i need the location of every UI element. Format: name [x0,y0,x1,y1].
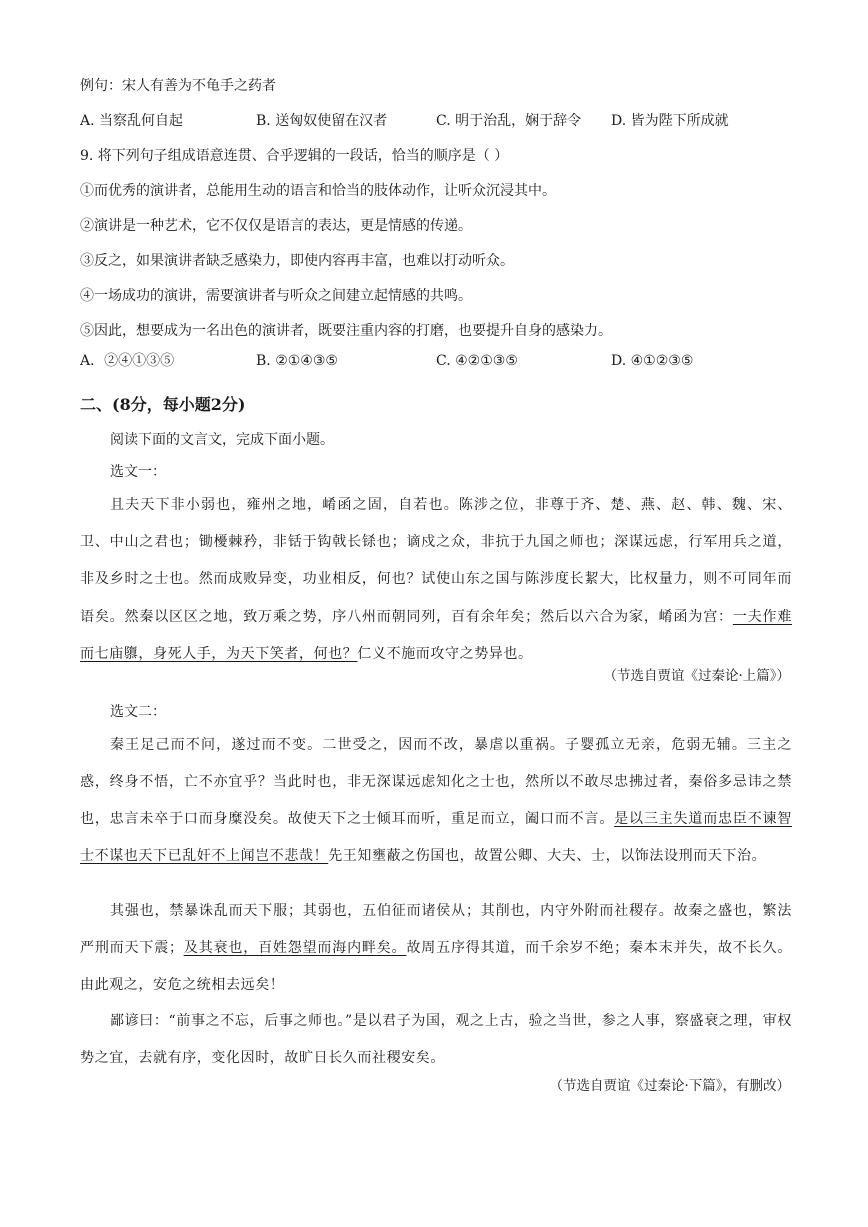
example-sentence: 例句：宋人有善为不龟手之药者 [80,78,276,94]
text-1-underlined-sentence: 一夫作难而七庙隳，身死人手，为天下笑者，何也？ [80,608,792,662]
text-1-body: 且夫天下非小弱也，雍州之地，崤函之固，自若也。陈涉之位，非尊于齐、楚、燕、赵、韩、魏、宋、卫、中山之君也；锄櫌棘矜，非铦于钩戟长铩也；谪戍之众，非抗于九国之师也；深谋远虑，行军用兵之道，非及乡时之士也。然而成败异变，功业相反，何也？试使山东之国与陈涉度长絜大，比权量力，则不可同年而语矣。然秦以区区之地，致万乘之势，序八州而朝同列，百有余年矣；然后以六合为家，崤函为宫： [80,497,792,625]
q8-option-c: C. 明于治乱，娴于辞令 [436,113,582,129]
q8-option-a: A. 当察乱何自起 [80,113,184,129]
text-1-tail: 仁义不施而攻守之势异也。 [357,645,533,662]
text-1-paragraph [80,487,792,673]
q9-option-c: C. ④②①③⑤ [436,353,518,369]
text-2-underlined-sentence-1: 是以三主失道而忠臣不谏智士不谋也天下已乱奸不上闻岂不悲哉！ [80,811,792,864]
text-2-underlined-sentence-2: 及其衰也，百姓怨望而海内畔矣。 [183,940,407,956]
text-2-paragraph-2 [80,893,792,1004]
q9-stem: 9. 将下列句子组成语意连贯、合乎逻辑的一段话，恰当的顺序是（ ） [80,148,509,164]
text-2-p1-b: 先王知壅蔽之伤国也，故置公卿、大夫、士，以饰法设刑而天下治。 [328,848,767,864]
q9-option-a: A．②④①③⑤ [80,353,175,369]
q9-option-b: B. ②①④③⑤ [256,353,338,369]
text-1-label: 选文一： [110,464,166,480]
text-2-paragraph-1 [80,727,792,875]
q9-option-d: D. ④①②③⑤ [611,353,694,369]
text-1-source: （节选自贾谊《过秦论·上篇》） [603,668,790,684]
q9-sentence-5: ⑤因此，想要成为一名出色的演讲者，既要注重内容的打磨，也要提升自身的感染力。 [80,323,612,339]
section-2-heading: 二、(8分，每小题2分) [80,395,246,414]
text-2-p2-a: 其强也，禁暴诛乱而天下服；其弱也，五伯征而诸侯从；其削也，内守外附而社稷存。故秦之盛也，繁法严刑而天下震； [80,903,792,956]
q9-sentence-3: ③反之，如果演讲者缺乏感染力，即使内容再丰富，也难以打动听众。 [80,253,514,269]
q8-option-d: D. 皆为陛下所成就 [611,113,729,129]
q9-sentence-1: ①而优秀的演讲者，总能用生动的语言和恰当的肢体动作，让听众沉浸其中。 [80,183,556,199]
text-2-label: 选文二： [110,704,166,720]
section-2-instruction: 阅读下面的文言文，完成下面小题。 [110,432,334,448]
q9-sentence-2: ②演讲是一种艺术，它不仅仅是语言的表达，更是情感的传递。 [80,218,472,234]
text-2-p1-a: 秦王足己而不问，遂过而不变。二世受之，因而不改，暴虐以重祸。子婴孤立无亲，危弱无辅。三主之惑，终身不悟，亡不亦宜乎？当此时也，非无深谋远虑知化之士也，然所以不敢尽忠拂过者，秦俗多忌讳之禁也，忠言未卒于口而身糜没矣。故使天下之士倾耳而听，重足而立，阖口而不言。 [80,737,792,827]
q8-option-b: B. 送匈奴使留在汉者 [256,113,388,129]
text-2-paragraph-3: 鄙谚曰：“前事之不忘，后事之师也。”是以君子为国，观之上古，验之当世，参之人事，察盛衰之理，审权势之宜，去就有序，变化因时，故旷日长久而社稷安矣。 [80,1013,792,1066]
text-2-source: （节选自贾谊《过秦论·下篇》，有删改） [549,1078,790,1094]
q9-sentence-4: ④一场成功的演讲，需要演讲者与听众之间建立起情感的共鸣。 [80,288,472,304]
text-2-p2-b: 故周五序得其道，而千余岁不绝；秦本末并失，故不长久。由此观之，安危之统相去远矣！ [80,940,793,993]
